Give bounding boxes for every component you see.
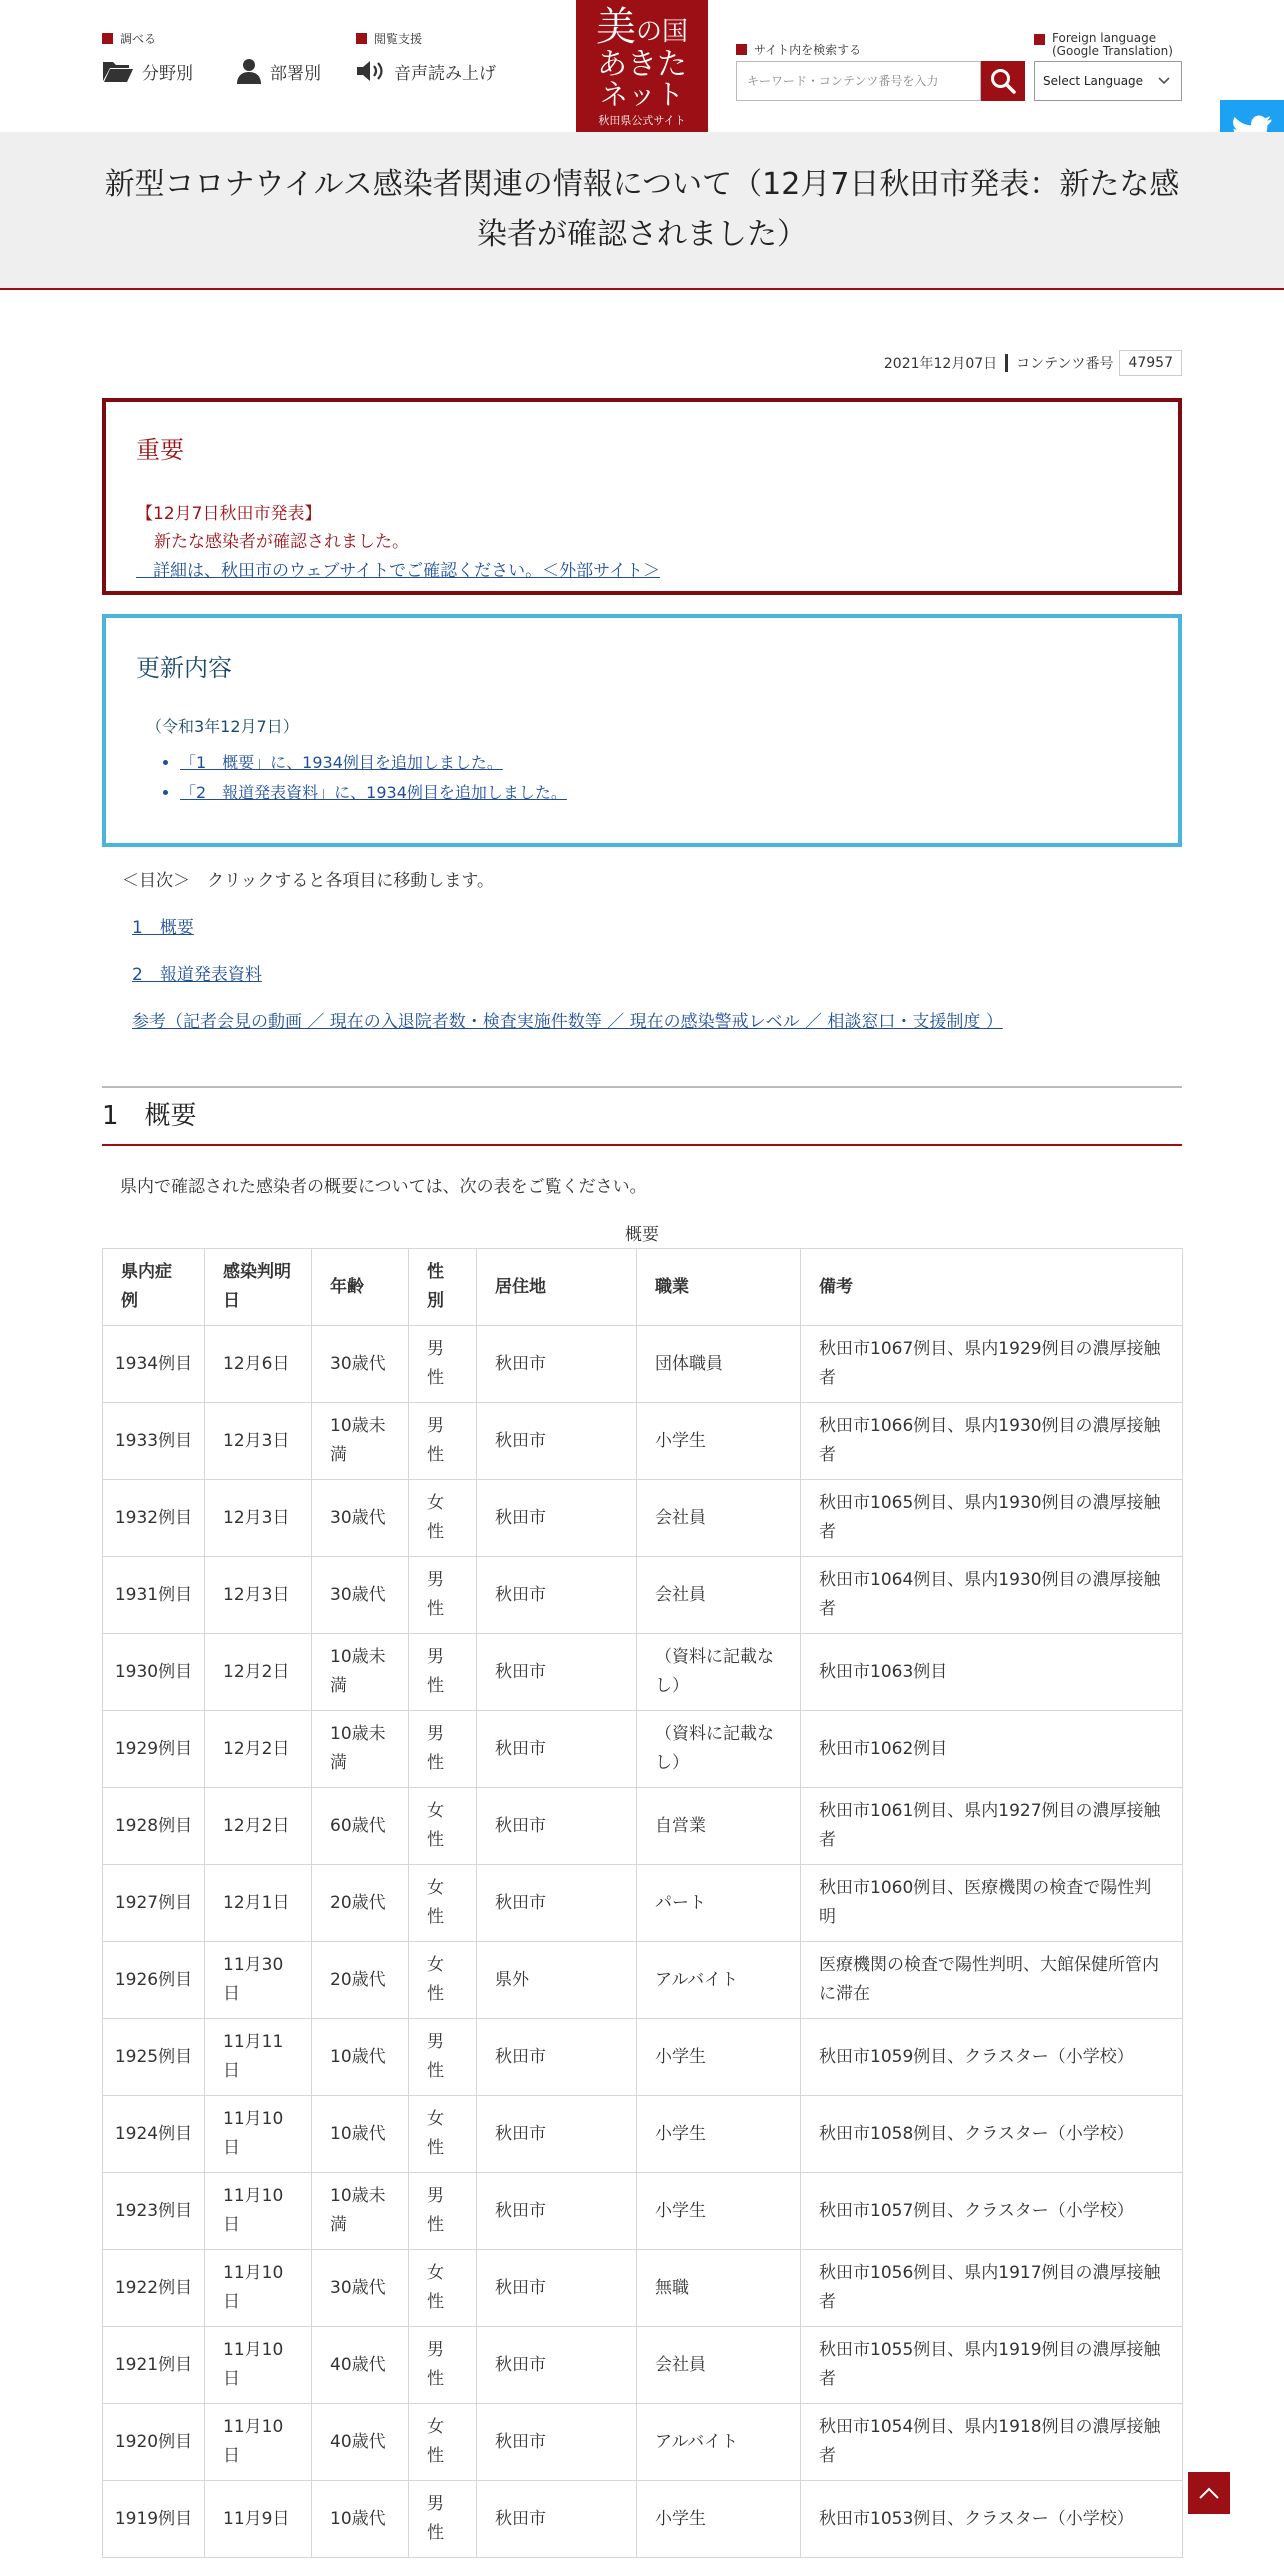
table-cell: 小学生 <box>637 1403 801 1480</box>
update-link-2[interactable]: 「2 報道発表資料」に、1934例目を追加しました。 <box>180 783 567 802</box>
table-cell: 秋田市1065例目、県内1930例目の濃厚接触者 <box>801 1480 1183 1557</box>
by-field-button[interactable]: 分野別 <box>102 56 193 86</box>
table-cell: 11月30日 <box>205 1942 312 2019</box>
table-cell: 秋田市1057例目、クラスター（小学校） <box>801 2173 1183 2250</box>
update-heading: 更新内容 <box>136 654 232 682</box>
site-logo[interactable] <box>576 0 708 132</box>
toc-link-reference[interactable]: 参考（記者会見の動画 ／ 現在の入退院者数・検査実施件数等 ／ 現在の感染警戒レベル ／ 相談窓口・支援制度 ） <box>132 1012 1003 1032</box>
table-cell: 秋田市1063例目 <box>801 1634 1183 1711</box>
section-lead: 県内で確認された感染者の概要については、次の表をご覧ください。 <box>120 1177 647 1197</box>
table-cell: 秋田市 <box>477 1326 637 1403</box>
label-marker <box>736 44 747 55</box>
table-cell: 女性 <box>409 2404 477 2481</box>
table-cell: 30歳代 <box>312 1480 409 1557</box>
table-cell: （資料に記載なし） <box>637 1711 801 1788</box>
table-cell: 30歳代 <box>312 2250 409 2327</box>
table-cell: 1919例目 <box>103 2481 205 2558</box>
table-cell: 秋田市1061例目、県内1927例目の濃厚接触者 <box>801 1788 1183 1865</box>
table-cell: 秋田市1064例目、県内1930例目の濃厚接触者 <box>801 1557 1183 1634</box>
table-cell: 秋田市 <box>477 1480 637 1557</box>
list-item <box>180 748 567 778</box>
table-row <box>103 2481 1183 2558</box>
publish-date: 2021年12月07日 <box>883 356 998 372</box>
table-cell: 30歳代 <box>312 1557 409 1634</box>
update-notice <box>102 614 1182 847</box>
table-cell: 小学生 <box>637 2481 801 2558</box>
important-notice <box>102 398 1182 595</box>
search-input[interactable]: キーワード・コンテンツ番号を入力 <box>736 61 981 101</box>
table-cell: 秋田市1054例目、県内1918例目の濃厚接触者 <box>801 2404 1183 2481</box>
logo-line3: ネット <box>599 78 684 111</box>
table-header-cell: 県内症例 <box>103 1249 205 1326</box>
important-line2: 新たな感染者が確認されました。 <box>154 532 409 552</box>
table-cell: 1925例目 <box>103 2019 205 2096</box>
table-cell: 秋田市1056例目、県内1917例目の濃厚接触者 <box>801 2250 1183 2327</box>
table-row <box>103 2327 1183 2404</box>
table-cell: 11月9日 <box>205 2481 312 2558</box>
table-cell: 小学生 <box>637 2096 801 2173</box>
table-row <box>103 1557 1183 1634</box>
table-cell: 12月1日 <box>205 1865 312 1942</box>
table-cell: 12月3日 <box>205 1403 312 1480</box>
table-cell: 男性 <box>409 1403 477 1480</box>
label-marker <box>356 33 367 44</box>
toc-link-press[interactable]: 2 報道発表資料 <box>132 965 262 985</box>
table-cell: 秋田市1053例目、クラスター（小学校） <box>801 2481 1183 2558</box>
table-cell: 秋田市 <box>477 1634 637 1711</box>
table-cell: 20歳代 <box>312 1865 409 1942</box>
table-cell: 秋田市1062例目 <box>801 1711 1183 1788</box>
logo-line1: 美の国 <box>595 4 688 50</box>
content-number-label: コンテンツ番号 <box>1016 356 1114 372</box>
table-cell: 秋田市 <box>477 2250 637 2327</box>
table-cell: 秋田市1055例目、県内1919例目の濃厚接触者 <box>801 2327 1183 2404</box>
table-cell: 1926例目 <box>103 1942 205 2019</box>
table-cell: 30歳代 <box>312 1326 409 1403</box>
search-icon <box>989 67 1017 95</box>
important-heading: 重要 <box>136 436 184 464</box>
table-cell: 11月11日 <box>205 2019 312 2096</box>
table-cell: 男性 <box>409 2019 477 2096</box>
table-row <box>103 2250 1183 2327</box>
meta-separator <box>1005 354 1008 372</box>
table-row <box>103 1865 1183 1942</box>
table-cell: 小学生 <box>637 2019 801 2096</box>
table-cell: 会社員 <box>637 1480 801 1557</box>
table-cell: 秋田市 <box>477 2327 637 2404</box>
table-cell: 秋田市 <box>477 2019 637 2096</box>
toc-lead: ＜目次＞ クリックすると各項目に移動します。 <box>122 871 494 891</box>
read-aloud-button[interactable]: 音声読み上げ <box>356 56 496 86</box>
table-cell: 男性 <box>409 2173 477 2250</box>
table-row <box>103 2404 1183 2481</box>
table-cell: 1920例目 <box>103 2404 205 2481</box>
update-date: （令和3年12月7日） <box>146 717 299 736</box>
speaker-icon <box>356 59 386 83</box>
table-header-cell: 居住地 <box>477 1249 637 1326</box>
logo-line2: あきた <box>597 47 687 82</box>
table-cell: 10歳代 <box>312 2019 409 2096</box>
title-band <box>0 132 1284 290</box>
table-header-cell: 感染判明日 <box>205 1249 312 1326</box>
table-cell: 会社員 <box>637 1557 801 1634</box>
table-cell: 1929例目 <box>103 1711 205 1788</box>
table-caption: 概要 <box>625 1225 659 1245</box>
back-to-top-button[interactable] <box>1188 2472 1230 2514</box>
table-row <box>103 1480 1183 1557</box>
site-search-label: サイト内を検索する <box>736 41 861 58</box>
foreign-language-label: Foreign language (Google Translation) <box>1034 32 1173 58</box>
site-header <box>0 0 1284 132</box>
table-cell: 無職 <box>637 2250 801 2327</box>
table-cell: 男性 <box>409 2327 477 2404</box>
table-cell: アルバイト <box>637 1942 801 2019</box>
table-cell: 1934例目 <box>103 1326 205 1403</box>
table-cell: 会社員 <box>637 2327 801 2404</box>
table-cell: 60歳代 <box>312 1788 409 1865</box>
table-cell: 秋田市1067例目、県内1929例目の濃厚接触者 <box>801 1326 1183 1403</box>
table-row <box>103 1942 1183 2019</box>
table-cell: 1927例目 <box>103 1865 205 1942</box>
table-cell: 医療機関の検査で陽性判明、大館保健所管内に滞在 <box>801 1942 1183 2019</box>
table-cell: （資料に記載なし） <box>637 1634 801 1711</box>
table-cell: 女性 <box>409 1942 477 2019</box>
table-cell: 10歳代 <box>312 2096 409 2173</box>
table-cell: 1930例目 <box>103 1634 205 1711</box>
list-item <box>180 778 567 808</box>
table-cell: 10歳未満 <box>312 1634 409 1711</box>
table-cell: 12月3日 <box>205 1557 312 1634</box>
content-number: 47957 <box>1119 350 1182 376</box>
table-header-cell: 年齢 <box>312 1249 409 1326</box>
table-cell: 秋田市1066例目、県内1930例目の濃厚接触者 <box>801 1403 1183 1480</box>
table-cell: 12月6日 <box>205 1326 312 1403</box>
table-body <box>103 1326 1183 2558</box>
table-cell: 11月10日 <box>205 2250 312 2327</box>
table-header-cell: 備考 <box>801 1249 1183 1326</box>
table-cell: 秋田市1058例目、クラスター（小学校） <box>801 2096 1183 2173</box>
table-cell: 秋田市1059例目、クラスター（小学校） <box>801 2019 1183 2096</box>
table-cell: 1931例目 <box>103 1557 205 1634</box>
folder-icon <box>102 59 134 83</box>
table-row <box>103 2173 1183 2250</box>
table-cell: 秋田市 <box>477 2481 637 2558</box>
label-marker <box>102 33 113 44</box>
table-cell: 12月2日 <box>205 1711 312 1788</box>
table-cell: アルバイト <box>637 2404 801 2481</box>
table-cell: 秋田市 <box>477 2173 637 2250</box>
table-cell: 1928例目 <box>103 1788 205 1865</box>
table-cell: 男性 <box>409 1634 477 1711</box>
table-row <box>103 1634 1183 1711</box>
table-cell: 11月10日 <box>205 2096 312 2173</box>
person-icon <box>236 58 262 84</box>
table-row <box>103 1711 1183 1788</box>
table-cell: 秋田市1060例目、医療機関の検査で陽性判明 <box>801 1865 1183 1942</box>
toc-link-overview[interactable]: 1 概要 <box>132 918 194 938</box>
table-cell: 女性 <box>409 2250 477 2327</box>
table-cell: 1932例目 <box>103 1480 205 1557</box>
table-cell: 12月2日 <box>205 1788 312 1865</box>
table-cell: 10歳未満 <box>312 1403 409 1480</box>
table-cell: 男性 <box>409 1326 477 1403</box>
language-select[interactable]: Select Language <box>1034 61 1182 101</box>
by-department-button[interactable]: 部署別 <box>236 56 321 86</box>
table-row <box>103 2019 1183 2096</box>
update-link-1[interactable]: 「1 概要」に、1934例目を追加しました。 <box>180 753 503 772</box>
section-heading-overview: 1 概要 <box>102 1086 1182 1146</box>
table-cell: 40歳代 <box>312 2404 409 2481</box>
search-by-label: 調べる <box>102 30 156 47</box>
table-cell: 秋田市 <box>477 1403 637 1480</box>
table-cell: 女性 <box>409 2096 477 2173</box>
table-cell: 男性 <box>409 1557 477 1634</box>
table-cell: 秋田市 <box>477 2404 637 2481</box>
table-row <box>103 1788 1183 1865</box>
table-cell: 秋田市 <box>477 1711 637 1788</box>
cases-table <box>102 1248 1183 2558</box>
table-header-row <box>103 1249 1183 1326</box>
browsing-assist-label: 閲覧支援 <box>356 30 422 47</box>
page-meta <box>884 350 1182 376</box>
table-cell: 県外 <box>477 1942 637 2019</box>
table-cell: 女性 <box>409 1480 477 1557</box>
label-marker <box>1034 34 1045 45</box>
table-cell: 10歳代 <box>312 2481 409 2558</box>
table-row <box>103 1326 1183 1403</box>
table-cell: 小学生 <box>637 2173 801 2250</box>
table-row <box>103 2096 1183 2173</box>
table-cell: 団体職員 <box>637 1326 801 1403</box>
chevron-down-icon <box>1157 62 1171 115</box>
table-cell: 11月10日 <box>205 2327 312 2404</box>
table-cell: 12月3日 <box>205 1480 312 1557</box>
table-cell: 11月10日 <box>205 2173 312 2250</box>
page-title: 新型コロナウイルス感染者関連の情報について（12月7日秋田市発表：新たな感染者が確認されました） <box>104 167 1180 252</box>
table-cell: 男性 <box>409 1711 477 1788</box>
table-cell: 10歳未満 <box>312 2173 409 2250</box>
table-cell: 11月10日 <box>205 2404 312 2481</box>
arrow-up-icon <box>1197 2485 1221 2501</box>
search-button[interactable] <box>981 61 1025 101</box>
table-cell: 秋田市 <box>477 1557 637 1634</box>
update-list <box>146 748 567 808</box>
table-cell: 1921例目 <box>103 2327 205 2404</box>
table-cell: 20歳代 <box>312 1942 409 2019</box>
table-cell: 12月2日 <box>205 1634 312 1711</box>
table-cell: 秋田市 <box>477 1865 637 1942</box>
table-cell: 40歳代 <box>312 2327 409 2404</box>
table-header-cell: 職業 <box>637 1249 801 1326</box>
logo-line4: 秋田県公式サイト <box>598 114 686 127</box>
important-line1: 【12月7日秋田市発表】 <box>136 504 322 524</box>
table-cell: 1933例目 <box>103 1403 205 1480</box>
table-cell: 自営業 <box>637 1788 801 1865</box>
table-cell: 1924例目 <box>103 2096 205 2173</box>
table-header-cell: 性別 <box>409 1249 477 1326</box>
table-cell: 女性 <box>409 1788 477 1865</box>
table-cell: 1922例目 <box>103 2250 205 2327</box>
table-cell: 男性 <box>409 2481 477 2558</box>
akita-city-website-link[interactable]: 詳細は、秋田市のウェブサイトでご確認ください。＜外部サイト＞ <box>136 561 660 581</box>
table-cell: 秋田市 <box>477 1788 637 1865</box>
table-cell: 1923例目 <box>103 2173 205 2250</box>
table-row <box>103 1403 1183 1480</box>
table-cell: パート <box>637 1865 801 1942</box>
table-cell: 秋田市 <box>477 2096 637 2173</box>
table-cell: 女性 <box>409 1865 477 1942</box>
table-cell: 10歳未満 <box>312 1711 409 1788</box>
